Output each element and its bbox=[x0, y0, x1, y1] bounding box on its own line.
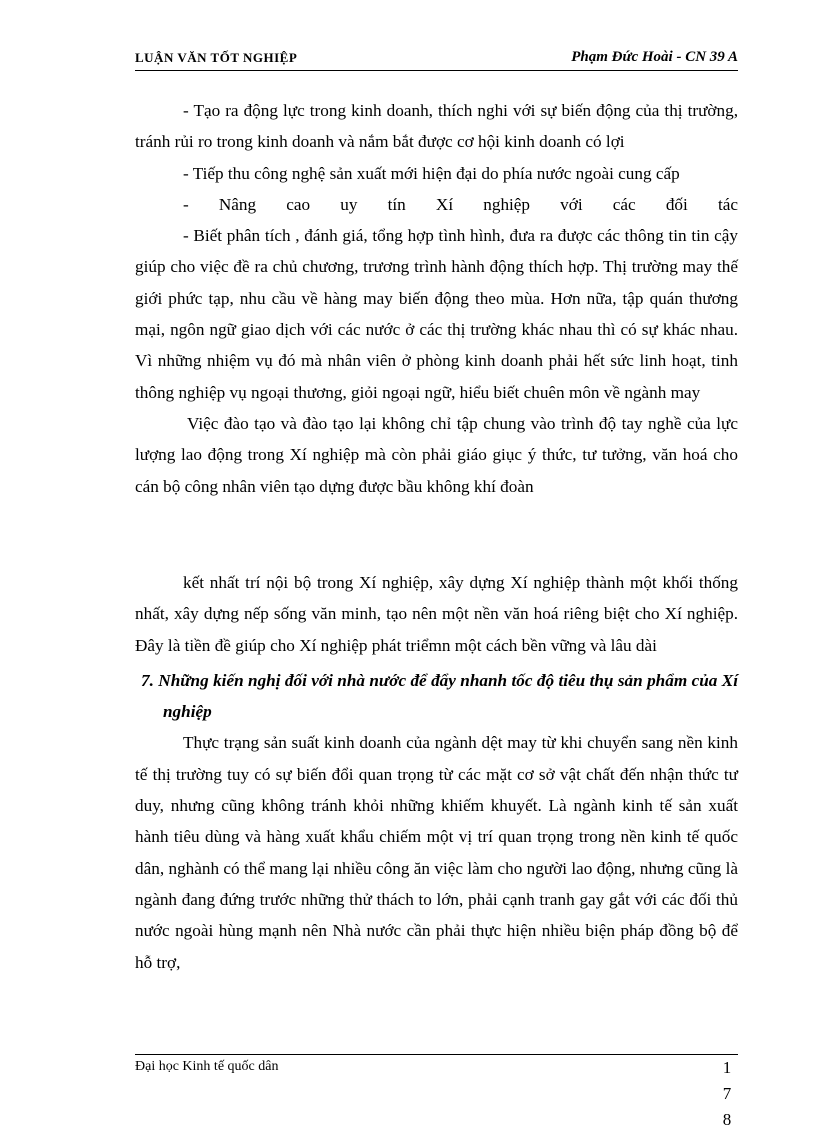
page-number-digit: 1 bbox=[722, 1058, 732, 1077]
footer-divider bbox=[135, 1054, 738, 1055]
page-body-top bbox=[135, 95, 738, 502]
paragraph-7: Thực trạng sản suất kinh doanh của ngành dệt may từ khi chuyển sang nền kinh tế thị trường tuy có sự biến đổi quan trọng từ các mặt cơ sở vật chất đến nhận thức tư duy, nhưng cũng không tránh khỏi những khiếm khuyết. Là ngành kinh tế sản xuất hành tiêu dùng và hàng xuất khẩu chiếm một vị trí quan trọng trong nền kinh tế quốc dân, nghành có thể mang lại nhiều công ăn việc làm cho người lao động, nhưng cũng là ngành đang đứng trước những thử thách to lớn, phải cạnh tranh gay gắt với các đối thủ nước ngoài hùng mạnh nên Nhà nước cần phải thực hiện nhiều biện pháp đồng bộ để hỗ trợ, bbox=[135, 733, 738, 972]
page-number-digit: 7 bbox=[722, 1084, 732, 1103]
paragraph-1: - Tạo ra động lực trong kinh doanh, thích nghi với sự biến động của thị trường, tránh rủi ro trong kinh doanh và nắm bắt được cơ hội kinh doanh có lợi bbox=[135, 101, 738, 152]
paragraph-4: - Biết phân tích , đánh giá, tổng hợp tình hình, đưa ra được các thông tin tin cậy giúp cho việc đề ra chủ chương, trương trình hành động thích hợp. Thị trường may thế giới phức tạp, nhu cầu về hàng may biến động theo mùa. Hơn nữa, tập quán thương mại, ngôn ngữ giao dịch với các nước ở các thị trường khác nhau thì có sự khác nhau. Vì những nhiệm vụ đó mà nhân viên ở phòng kinh doanh phải hết sức linh hoạt, tinh thông nghiệp vụ ngoại thương, giỏi ngoại ngữ, hiểu biết chuên môn về ngành may bbox=[135, 226, 738, 402]
section-heading: 7. Những kiến nghị đối với nhà nước để đẩy nhanh tốc độ tiêu thụ sản phẩm của Xí nghiệp bbox=[141, 670, 738, 722]
paragraph-5: Việc đào tạo và đào tạo lại không chỉ tập chung vào trình độ tay nghề của lực lượng lao động trong Xí nghiệp mà còn phải giáo giục ý thức, tư tưởng, văn hoá cho cán bộ công nhân viên tạo dựng được bầu không khí đoàn bbox=[135, 413, 738, 496]
footer-university: Đại học Kinh tế quốc dân bbox=[135, 1059, 279, 1074]
paragraph-2: - Tiếp thu công nghệ sản xuất mới hiện đại do phía nước ngoài cung cấp bbox=[183, 163, 680, 183]
header-thesis-label: LUẬN VĂN TỐT NGHIỆP bbox=[135, 50, 298, 65]
page-body-bottom bbox=[135, 567, 738, 978]
page-number bbox=[720, 1055, 734, 1133]
paragraph-3: - Nâng cao uy tín Xí nghiệp với các đối tác bbox=[183, 194, 738, 214]
page-number-digit: 8 bbox=[722, 1110, 732, 1129]
header-divider bbox=[135, 70, 738, 71]
paragraph-6: kết nhất trí nội bộ trong Xí nghiệp, xây dựng Xí nghiệp thành một khối thống nhất, xây dựng nếp sống văn minh, tạo nên một nền văn hoá riêng biệt cho Xí nghiệp. Đây là tiền đề giúp cho Xí nghiệp phát triểmn một cách bền vững và lâu dài bbox=[135, 573, 738, 655]
header-author: Phạm Đức Hoài - CN 39 A bbox=[571, 49, 738, 65]
